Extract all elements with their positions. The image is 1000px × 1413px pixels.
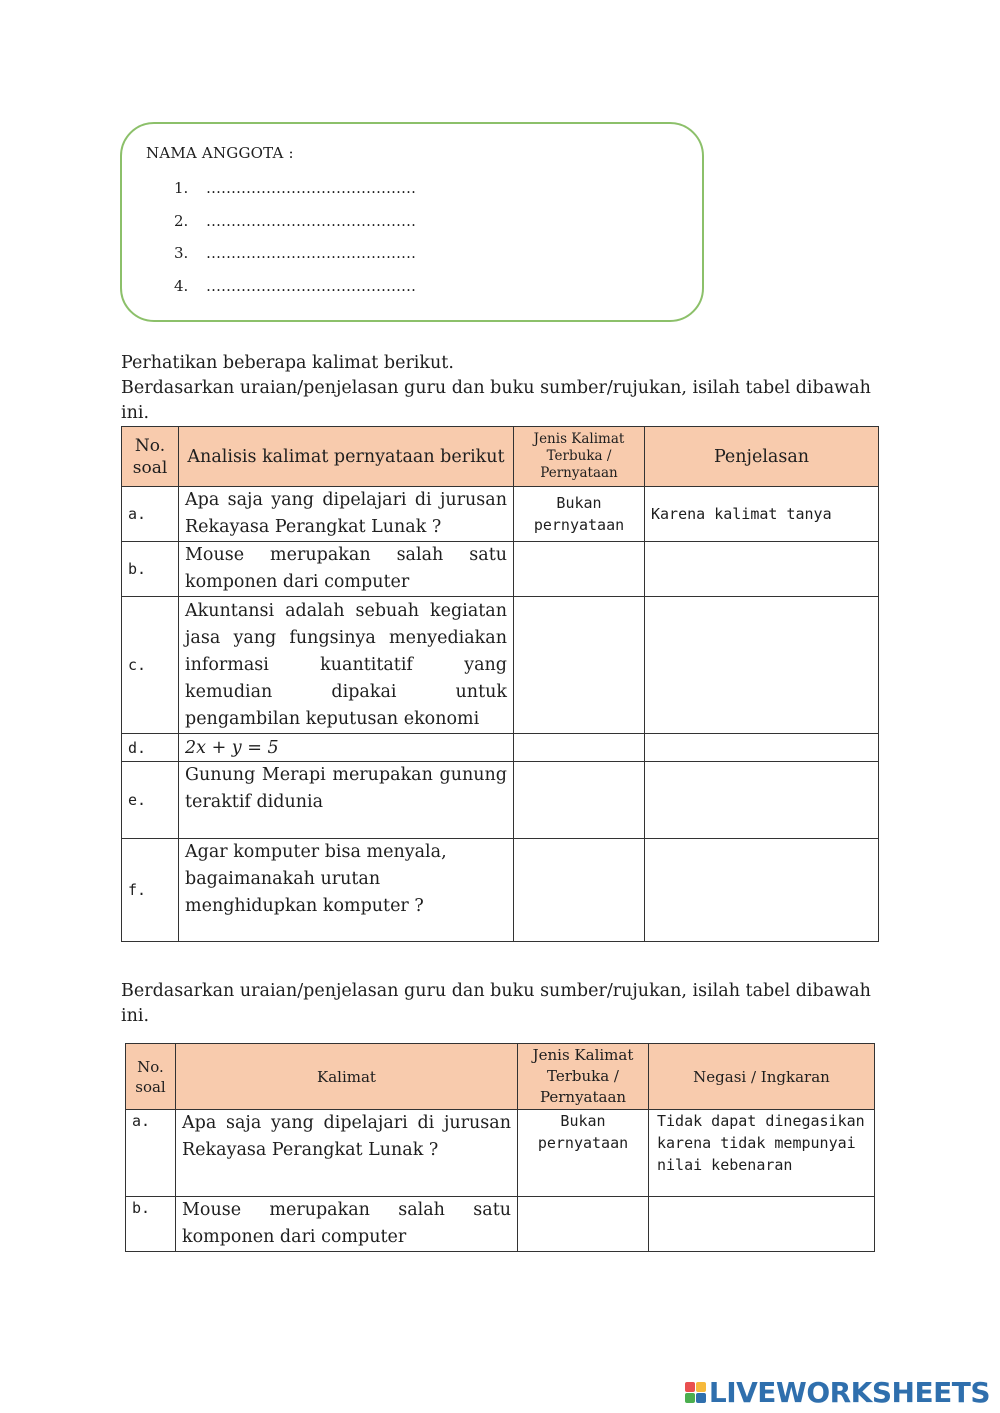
negation-answer-cell[interactable] (649, 1197, 875, 1252)
row-number: f. (122, 839, 179, 942)
explanation-answer-cell[interactable] (645, 762, 879, 839)
row-number: b. (126, 1197, 176, 1252)
table-header-row (122, 427, 879, 487)
statement-cell: Gunung Merapi merupakan gunung teraktif didunia (179, 762, 514, 839)
row-number: a. (122, 487, 179, 542)
members-title: NAMA ANGGOTA : (146, 144, 294, 162)
header-category: Jenis Kalimat Terbuka / Pernyataan (514, 427, 645, 487)
member-number: 1. (174, 179, 189, 197)
header-explanation: Penjelasan (645, 427, 879, 487)
member-name-blank[interactable]: …………………………………… (206, 212, 416, 230)
category-answer-cell[interactable] (514, 597, 645, 734)
category-answer-cell[interactable]: Bukan pernyataan (518, 1110, 649, 1197)
intro-line-1: Perhatikan beberapa kalimat berikut. (121, 353, 454, 373)
member-row (174, 179, 416, 197)
explanation-answer-cell[interactable]: Karena kalimat tanya (645, 487, 879, 542)
row-number: c. (122, 597, 179, 734)
member-row (174, 277, 416, 295)
explanation-answer-cell[interactable] (645, 542, 879, 597)
member-row (174, 244, 416, 262)
header-statement: Analisis kalimat pernyataan berikut (179, 427, 514, 487)
row-number: e. (122, 762, 179, 839)
row-number: d. (122, 734, 179, 762)
table-row (126, 1110, 875, 1197)
header-negation: Negasi / Ingkaran (649, 1044, 875, 1110)
liveworksheets-logo (685, 1376, 990, 1408)
statement-analysis-table (121, 426, 879, 942)
member-number: 2. (174, 212, 189, 230)
table-row (122, 839, 879, 942)
member-name-blank[interactable]: …………………………………… (206, 277, 416, 295)
logo-tile (696, 1393, 706, 1403)
table-row (126, 1197, 875, 1252)
intro-line-2: Berdasarkan uraian/penjelasan guru dan buku sumber/rujukan, isilah tabel dibawah ini. (121, 378, 871, 423)
member-name-blank[interactable]: …………………………………… (206, 179, 416, 197)
header-category: Jenis Kalimat Terbuka / Pernyataan (518, 1044, 649, 1110)
intro2-text: Berdasarkan uraian/penjelasan guru dan buku sumber/rujukan, isilah tabel dibawah ini. (121, 981, 871, 1026)
category-answer-cell[interactable] (514, 839, 645, 942)
category-answer-cell[interactable] (514, 542, 645, 597)
table-row (122, 762, 879, 839)
logo-tile (685, 1393, 695, 1403)
table-row (122, 542, 879, 597)
statement-cell: Mouse merupakan salah satu komponen dari computer (179, 542, 514, 597)
explanation-answer-cell[interactable] (645, 734, 879, 762)
statement-cell: Agar komputer bisa menyala, bagaimanakah urutan menghidupkan komputer ? (179, 839, 514, 942)
explanation-answer-cell[interactable] (645, 597, 879, 734)
category-answer-cell[interactable] (514, 762, 645, 839)
member-name-blank[interactable]: …………………………………… (206, 244, 416, 262)
sentence-cell: Apa saja yang dipelajari di jurusan Rekayasa Perangkat Lunak ? (176, 1110, 518, 1197)
header-sentence: Kalimat (176, 1044, 518, 1110)
table-header-row (126, 1044, 875, 1110)
table-row (122, 597, 879, 734)
statement-cell: Akuntansi adalah sebuah kegiatan jasa yang fungsinya menyediakan informasi kuantitatif yang kemudian dipakai untuk pengambilan keputusan ekonomi (179, 597, 514, 734)
sentence-cell: Mouse merupakan salah satu komponen dari computer (176, 1197, 518, 1252)
logo-tile (696, 1382, 706, 1392)
category-answer-cell[interactable] (518, 1197, 649, 1252)
members-box (120, 122, 704, 322)
negation-answer-cell[interactable]: Tidak dapat dinegasikan karena tidak mempunyai nilai kebenaran (649, 1110, 875, 1197)
row-number: a. (126, 1110, 176, 1197)
equation-cell: 2x + y = 5 (179, 734, 514, 762)
logo-mark-icon (685, 1382, 706, 1403)
explanation-answer-cell[interactable] (645, 839, 879, 942)
member-row (174, 212, 416, 230)
intro-text (121, 351, 881, 426)
row-number: b. (122, 542, 179, 597)
logo-text: LIVEWORKSHEETS (708, 1375, 990, 1409)
header-no-soal: No. soal (126, 1044, 176, 1110)
statement-cell: Apa saja yang dipelajari di jurusan Rekayasa Perangkat Lunak ? (179, 487, 514, 542)
category-answer-cell[interactable] (514, 734, 645, 762)
category-answer-cell[interactable]: Bukan pernyataan (514, 487, 645, 542)
member-number: 4. (174, 277, 189, 295)
header-no-soal: No. soal (122, 427, 179, 487)
member-number: 3. (174, 244, 189, 262)
negation-table (125, 1043, 875, 1252)
table-row (122, 487, 879, 542)
table-row (122, 734, 879, 762)
logo-tile (685, 1382, 695, 1392)
